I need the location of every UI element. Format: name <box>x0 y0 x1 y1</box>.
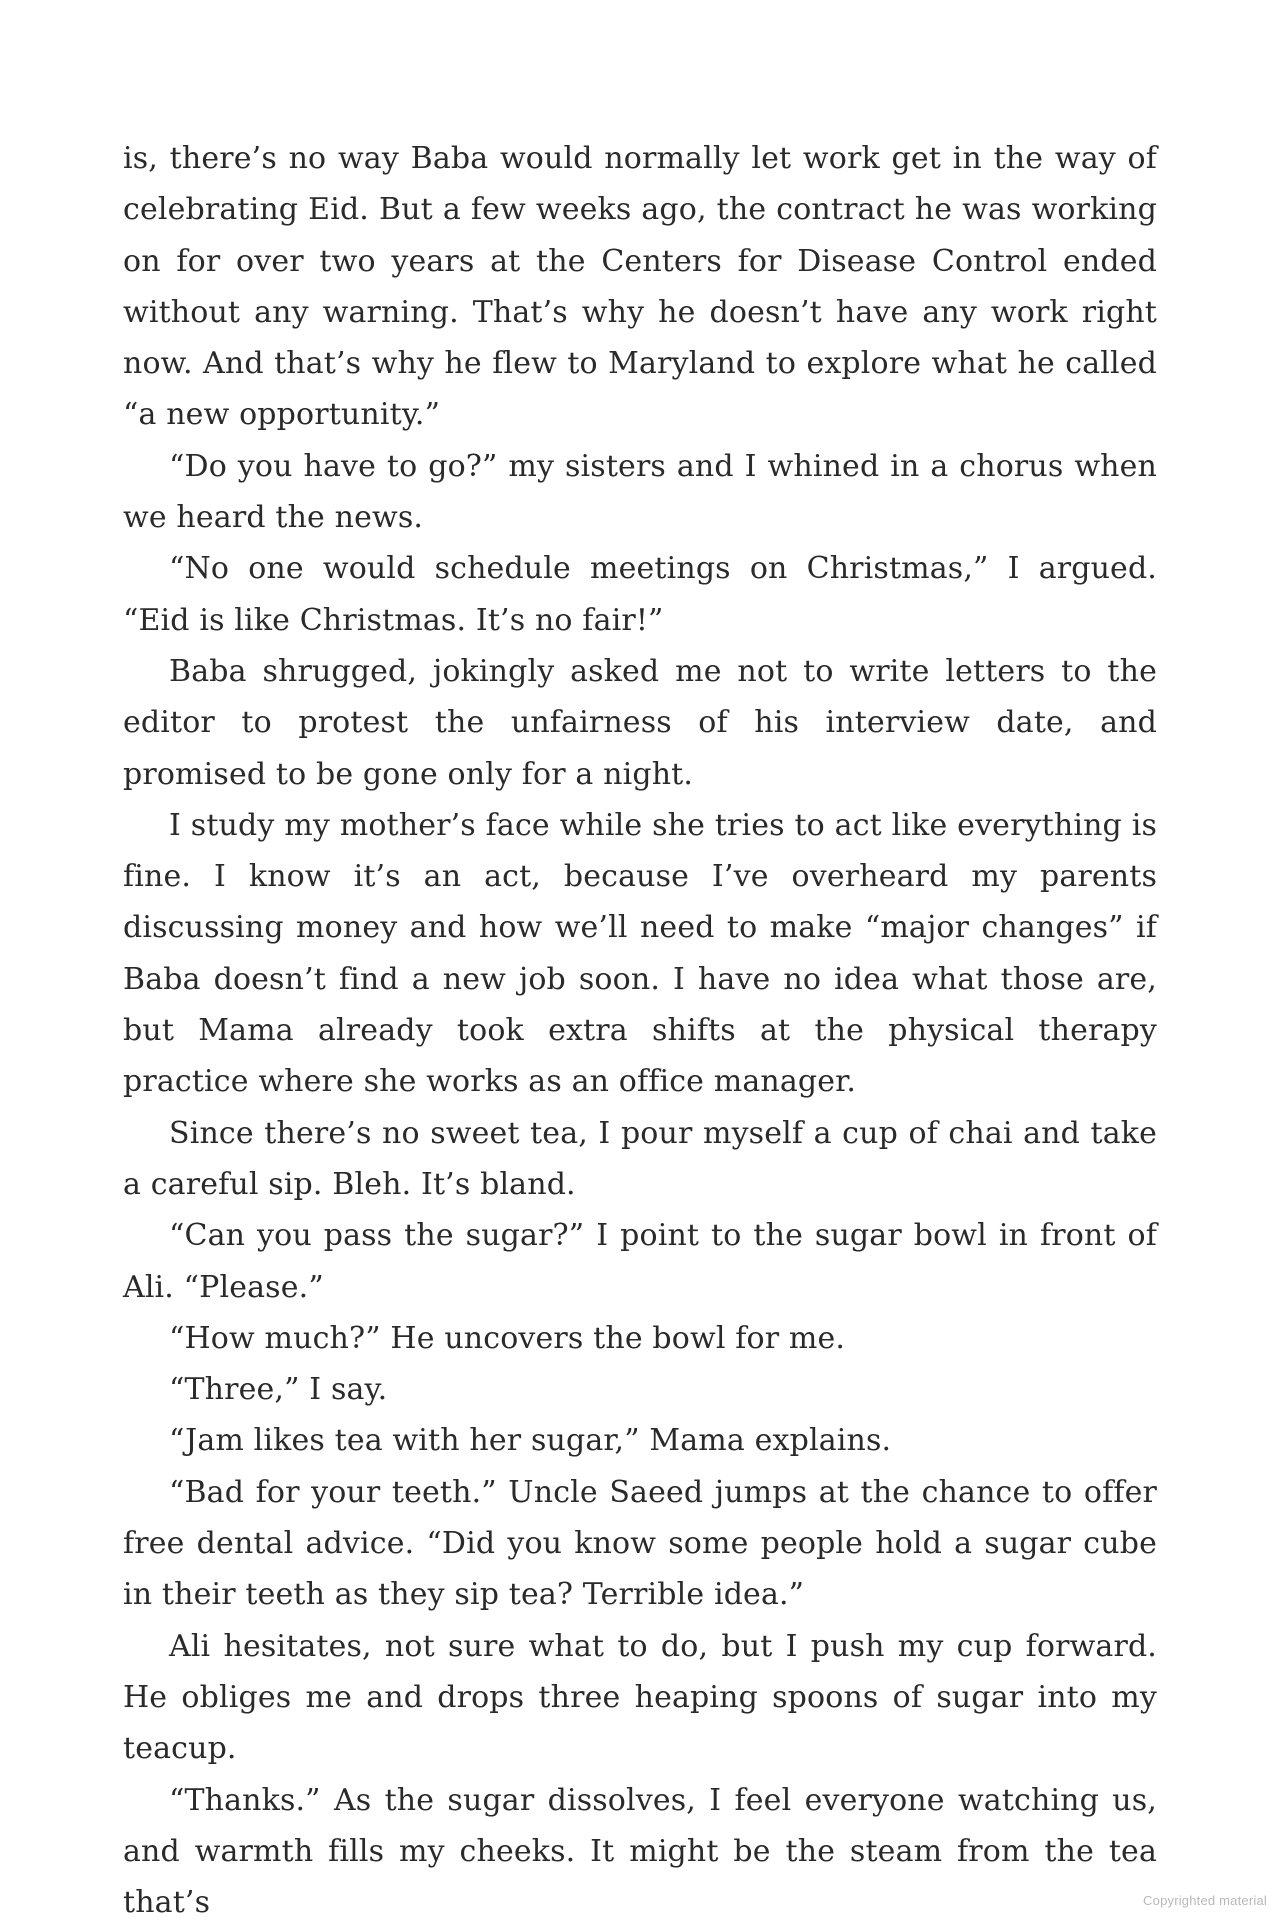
copyright-watermark: Copyrighted material <box>1143 1893 1267 1908</box>
paragraph: “Three,” I say. <box>123 1364 1157 1415</box>
paragraph: Ali hesitates, not sure what to do, but I push my cup forward. He obliges me and drops three heaping spoons of sugar into my teacup. <box>123 1621 1157 1775</box>
paragraph: I study my mother’s face while she tries to act like everything is fine. I know it’s an act, because I’ve overheard my parents discussing money and how we’ll need to make “major changes” if Baba doesn’t find a new job soon. I have no idea what those are, but Mama already took extra shifts at the physical therapy practice where she works as an office manager. <box>123 800 1157 1108</box>
paragraph: “How much?” He uncovers the bowl for me. <box>123 1313 1157 1364</box>
paragraph: Since there’s no sweet tea, I pour myself a cup of chai and take a careful sip. Bleh. It’s bland. <box>123 1108 1157 1211</box>
paragraph: “Can you pass the sugar?” I point to the sugar bowl in front of Ali. “Please.” <box>123 1210 1157 1313</box>
paragraph: “Thanks.” As the sugar dissolves, I feel everyone watching us, and warmth fills my cheeks. It might be the steam from the tea that’s <box>123 1775 1157 1928</box>
paragraph: “Jam likes tea with her sugar,” Mama explains. <box>123 1415 1157 1466</box>
paragraph: Baba shrugged, jokingly asked me not to write letters to the editor to protest the unfairness of his interview date, and promised to be gone only for a night. <box>123 646 1157 800</box>
paragraph: is, there’s no way Baba would normally let work get in the way of celebrating Eid. But a few weeks ago, the contract he was working on for over two years at the Centers for Disease Control ended without any warning. That’s why he doesn’t have any work right now. And that’s why he flew to Maryland to explore what he called “a new opportunity.” <box>123 133 1157 441</box>
paragraph: “Bad for your teeth.” Uncle Saeed jumps at the chance to offer free dental advice. “Did you know some people hold a sugar cube in their teeth as they sip tea? Terrible idea.” <box>123 1467 1157 1621</box>
paragraph: “No one would schedule meetings on Christmas,” I argued. “Eid is like Christmas. It’s no fair!” <box>123 543 1157 646</box>
paragraph: “Do you have to go?” my sisters and I whined in a chorus when we heard the news. <box>123 441 1157 544</box>
page-body <box>123 133 1157 1928</box>
